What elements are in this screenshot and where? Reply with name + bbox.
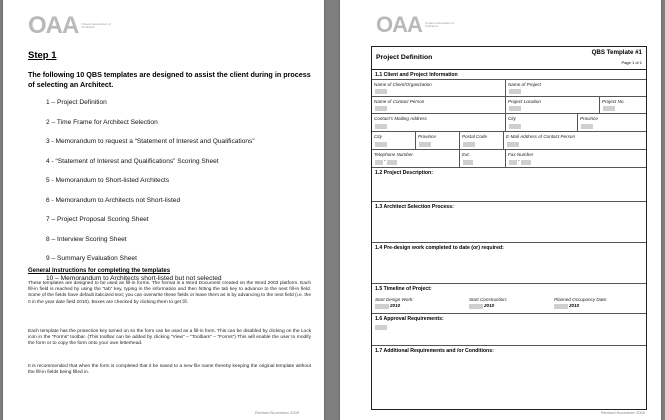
section-1-1: [372, 70, 646, 80]
ext-field[interactable]: [463, 160, 473, 165]
fax-field[interactable]: [521, 160, 531, 165]
section-1-2[interactable]: [372, 168, 646, 202]
form-row: [372, 150, 646, 168]
contact-cell: [372, 97, 506, 113]
section-1-4[interactable]: [372, 243, 646, 284]
field-label: City: [374, 134, 382, 139]
field-label: Name of Project: [508, 82, 541, 87]
province-cell: [578, 114, 646, 131]
start-design-label: Start Design Work:: [375, 297, 414, 302]
approval-field[interactable]: [375, 325, 387, 330]
location-field[interactable]: [509, 106, 521, 111]
occupancy-year[interactable]: 2010: [569, 303, 580, 308]
section-1-7[interactable]: [372, 346, 646, 386]
field-label: Ext.: [462, 152, 470, 157]
field-label: Province: [580, 116, 598, 121]
instructions-paragraph-1: These templates are designed to be used as fill-in forms. The format is a Word Document created on the Word 2003 platform. Each fill-in field is reached by using the “tab” key, typing in the information and then hitting the tab key to advance to the next fill-in field. Some of the fields have default italicized text; you can overwrite these fields or leave them as is by advancing to the next field (i.e. the 0 in the year date field 2010). Boxes are checked by clicking them to get ☒.: [28, 281, 311, 305]
location-cell: [506, 97, 600, 113]
section-label: 1.1 Client and Project Information: [375, 72, 458, 78]
list-item: 7 – Project Proposal Scoring Sheet: [46, 216, 149, 223]
section-label: 1.2 Project Description:: [375, 170, 433, 176]
province2-cell: [416, 132, 460, 149]
city-field[interactable]: [509, 124, 521, 129]
field-label: Name of Contact Person: [374, 99, 425, 104]
logo-mark: OAA: [376, 12, 422, 37]
form-title: Project Definition: [376, 54, 433, 61]
postal-field[interactable]: [463, 142, 475, 147]
template-list: [46, 99, 255, 294]
field-label: Fax Number: [508, 152, 534, 157]
document-page-2: [340, 0, 661, 420]
project-no-field[interactable]: [603, 106, 615, 111]
start-design-year[interactable]: 2010: [390, 303, 401, 308]
client-name-cell: [372, 80, 506, 96]
fax-area-field[interactable]: [509, 160, 517, 165]
step-title: Step 1: [28, 50, 57, 61]
email-field[interactable]: [507, 142, 519, 147]
field-label: E-Mail Address of Contact Person: [506, 134, 576, 139]
revised-date: Revised November 2009: [600, 410, 645, 415]
project-no-cell: [600, 97, 646, 113]
list-item: 3 - Memorandum to request a “Statement of Interest and Qualifications”: [46, 138, 255, 145]
start-construction-year[interactable]: 2010: [484, 303, 495, 308]
contact-field[interactable]: [375, 106, 387, 111]
occupancy-label: Planned Occupancy Date:: [554, 297, 608, 302]
city2-cell: [372, 132, 416, 149]
form-row: [372, 80, 646, 97]
section-label: 1.3 Architect Selection Process:: [375, 204, 454, 210]
logo-tagline: Ontario Association of Architects: [81, 21, 111, 29]
section-label: 1.6 Approval Requirements:: [375, 316, 444, 322]
section-label: 1.4 Pre-design work completed to date (or) required:: [375, 245, 504, 251]
telephone-field[interactable]: [387, 160, 397, 165]
city-cell: [506, 114, 578, 131]
list-item: 8 – Interview Scoring Sheet: [46, 235, 127, 243]
instructions-paragraph-3: It is recommended that when the form is completed that it be saved to a new file name thereby keeping the original template without the fill-in fields being filled in.: [28, 364, 311, 376]
field-label: Project Location: [508, 99, 541, 104]
oaa-logo: [376, 12, 455, 38]
list-item: 6 - Memorandum to Architects not Short-listed: [46, 196, 181, 204]
form-row: [372, 132, 646, 150]
list-item: 4 - “Statement of Interest and Qualifications” Scoring Sheet: [46, 157, 219, 165]
postal-cell: [460, 132, 504, 149]
telephone-cell: Telephone Number -: [372, 150, 460, 167]
section-label: 1.7 Additional Requirements and /or Conditions:: [375, 348, 494, 354]
field-label: Project No.: [602, 99, 625, 104]
field-label: City: [508, 116, 516, 121]
fax-cell: Fax Number -: [506, 150, 646, 167]
mailing-cell: [372, 114, 506, 131]
province-field[interactable]: [581, 124, 593, 129]
start-construction-label: Start Construction:: [469, 297, 508, 302]
field-label: Name of Client/Organization: [374, 82, 432, 87]
email-cell: [504, 132, 646, 149]
section-1-5: [372, 284, 646, 314]
mailing-field[interactable]: [375, 124, 387, 129]
document-page-1: [3, 0, 324, 420]
form-header: [372, 47, 646, 70]
start-design-field[interactable]: [375, 304, 389, 309]
template-number: QBS Template #1: [591, 49, 642, 56]
logo-mark: OAA: [28, 12, 79, 39]
oaa-logo: [28, 12, 111, 40]
logo-tagline: Ontario Association of Architects: [424, 20, 455, 28]
ext-cell: [460, 150, 506, 167]
list-item: 1 – Project Definition: [46, 99, 107, 106]
revised-date: Revised November 2009: [254, 410, 299, 415]
telephone-area-field[interactable]: [375, 160, 383, 165]
province2-field[interactable]: [419, 142, 431, 147]
field-label: Province: [418, 134, 436, 139]
section-label: 1.5 Timeline of Project:: [375, 286, 432, 292]
section-1-6[interactable]: [372, 314, 646, 346]
start-construction-field[interactable]: [469, 304, 483, 309]
city2-field[interactable]: [375, 142, 387, 147]
list-item: 9 – Summary Evaluation Sheet: [46, 255, 137, 262]
page-info: Page 1 of 1: [621, 60, 642, 65]
list-item: 5 - Memorandum to Short-listed Architects: [46, 177, 170, 184]
section-1-3[interactable]: [372, 202, 646, 243]
field-label: Postal Code: [462, 134, 488, 139]
form-row: [372, 114, 646, 132]
occupancy-field[interactable]: [554, 304, 568, 309]
instructions-paragraph-2: Each template has the protection key turned on so the form can be used as a fill-in form. This can be disabled by clicking on the Lock icon in the “Forms” toolbar. (This toolbar can be added by clicking “View” – “Toolbars” – “Forms”) This will enable the user to modify the form or to copy the form onto your own letterhead.: [28, 329, 311, 347]
project-name-cell: [506, 80, 646, 96]
form-row: [372, 97, 646, 114]
project-definition-form: [371, 46, 647, 410]
list-item: 2 – Time Frame for Architect Selection: [46, 118, 158, 126]
field-label: Telephone Number: [374, 152, 413, 157]
intro-text: The following 10 QBS templates are designed to assist the client during in process of selecting an Architect.: [28, 70, 311, 89]
list-item: 10 – Memorandum to Architects short-listed but not selected: [46, 274, 222, 282]
project-name-field[interactable]: [509, 89, 521, 94]
client-name-field[interactable]: [375, 89, 387, 94]
field-label: Contact’s Mailing Address: [374, 116, 427, 121]
general-instructions-title: General Instructions for completing the templates: [28, 268, 171, 274]
